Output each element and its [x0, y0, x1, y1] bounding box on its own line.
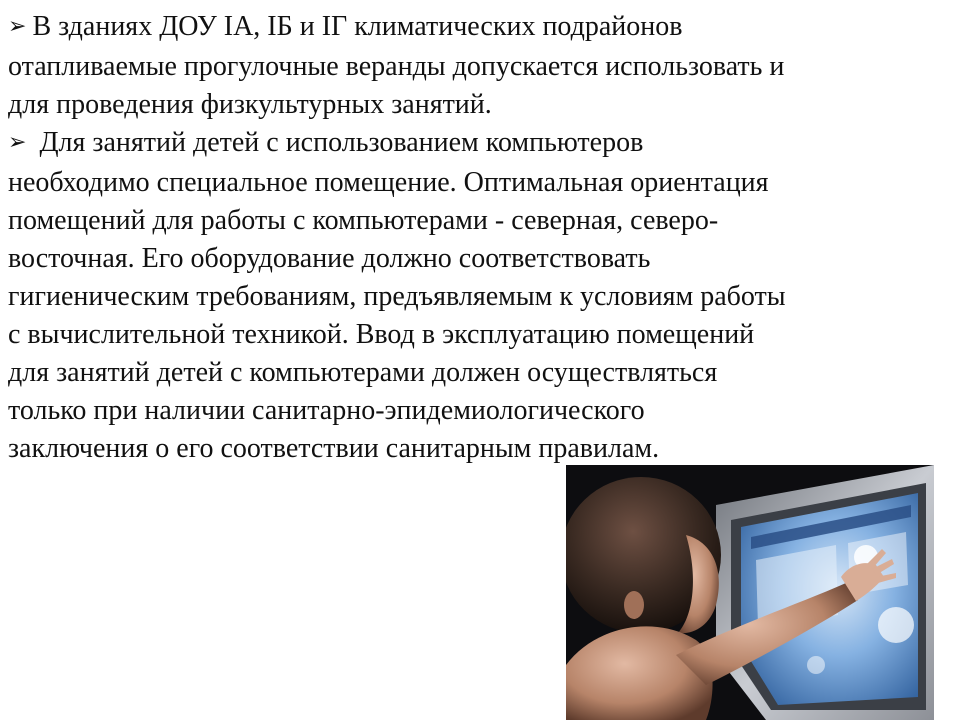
arrow-bullet-icon: ➢	[8, 130, 27, 155]
bullet-text-1: В зданиях ДОУ IА, IБ и IГ климатических подрайонов отапливаемые прогулочные веранды допускается использовать и для проведения физкультурных занятий.	[8, 11, 785, 120]
arrow-bullet-icon: ➢	[8, 14, 27, 39]
bullet-text-2: Для занятий детей с использованием компьютеров необходимо специальное помещение. Оптимальная ориентация помещений для работы с компьютерами - северная, северо- восточная. Его оборудование должно соответствовать гигиеническим требованиям, предъявляемым к условиям работы с вычислительной техникой. Ввод в эксплуатацию помещений для занятий детей с компьютерами должен осуществляться только при наличии санитарно-эпидемиологического заключения о его соответствии санитарным правилам.	[8, 127, 786, 464]
bullet-paragraph-2	[8, 124, 908, 468]
slide-text	[8, 8, 908, 468]
bullet-paragraph-1	[8, 8, 908, 124]
child-computer-photo	[566, 465, 934, 720]
